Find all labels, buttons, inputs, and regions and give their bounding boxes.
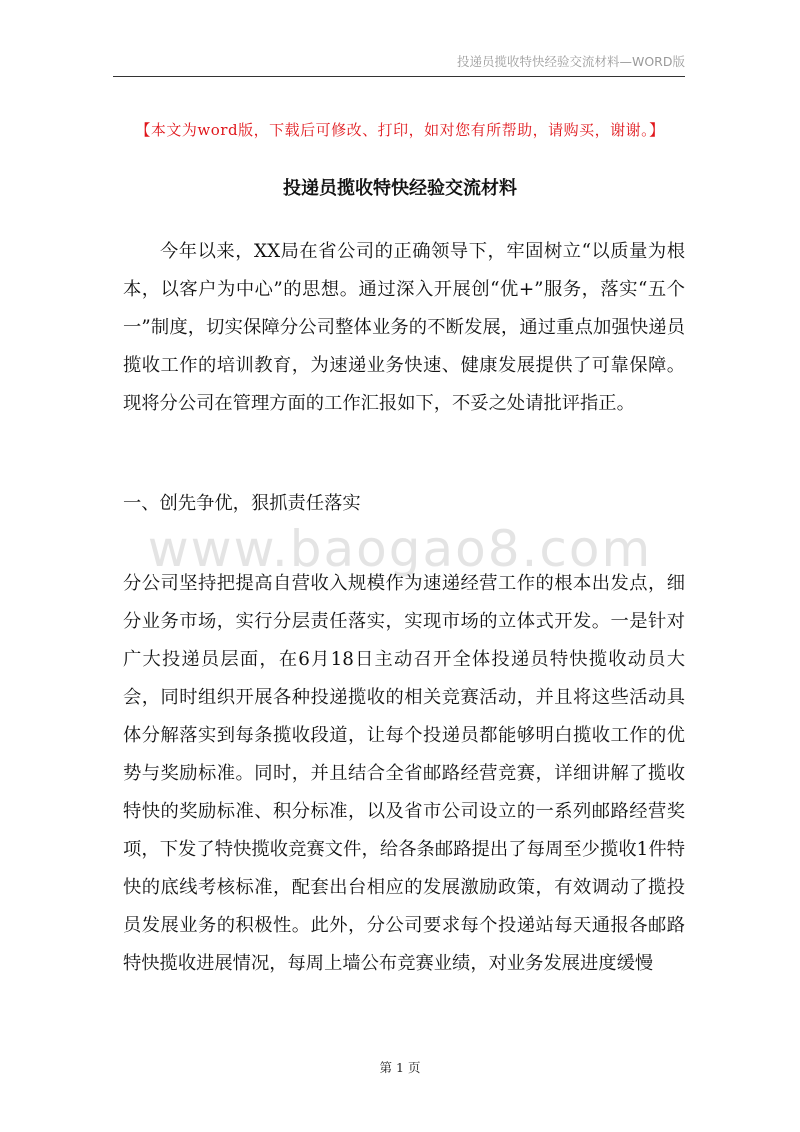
header-title: 投递员揽收特快经验交流材料—WORD版 (456, 54, 685, 69)
watermark-text: www.baogao8.com (147, 520, 653, 578)
page-number: 第 1 页 (379, 1060, 421, 1075)
intro-paragraph: 今年以来，XX局在省公司的正确领导下，牢固树立“以质量为根本，以客户为中心”的思想。通过深入开展创“优+”服务，落实“五个一”制度，切实保障分公司整体业务的不断发展，通过重点加强快递员揽收工作的培训教育，为速递业务快速、健康发展提供了可靠保障。现将分公司在管理方面的工作汇报如下，不妥之处请批评指正。 (123, 241, 685, 414)
download-notice: 【本文为word版，下载后可修改、打印，如对您有所帮助，请购买，谢谢。】 (135, 121, 665, 139)
document-title: 投递员揽收特快经验交流材料 (283, 178, 517, 199)
page-header (113, 50, 685, 77)
section-1-paragraph: 分公司坚持把提高自营收入规模作为速递经营工作的根本出发点，细分业务市场，实行分层责任落实，实现市场的立体式开发。一是针对广大投递员层面，在6月18日主动召开全体投递员特快揽收动员大会，同时组织开展各种投递揽收的相关竞赛活动，并且将这些活动具体分解落实到每条揽收段道，让每个投递员都能够明白揽收工作的优势与奖励标准。同时，并且结合全省邮路经营竞赛，详细讲解了揽收特快的奖励标准、积分标准，以及省市公司设立的一系列邮路经营奖项，下发了特快揽收竞赛文件，给各条邮路提出了每周至少揽收1件特快的底线考核标准，配套出台相应的发展激励政策，有效调动了揽投员发展业务的积极性。此外，分公司要求每个投递站每天通报各邮路特快揽收进展情况，每周上墙公布竞赛业绩，对业务发展进度缓慢 (123, 573, 685, 974)
section-heading-1: 一、创先争优，狠抓责任落实 (123, 493, 361, 514)
